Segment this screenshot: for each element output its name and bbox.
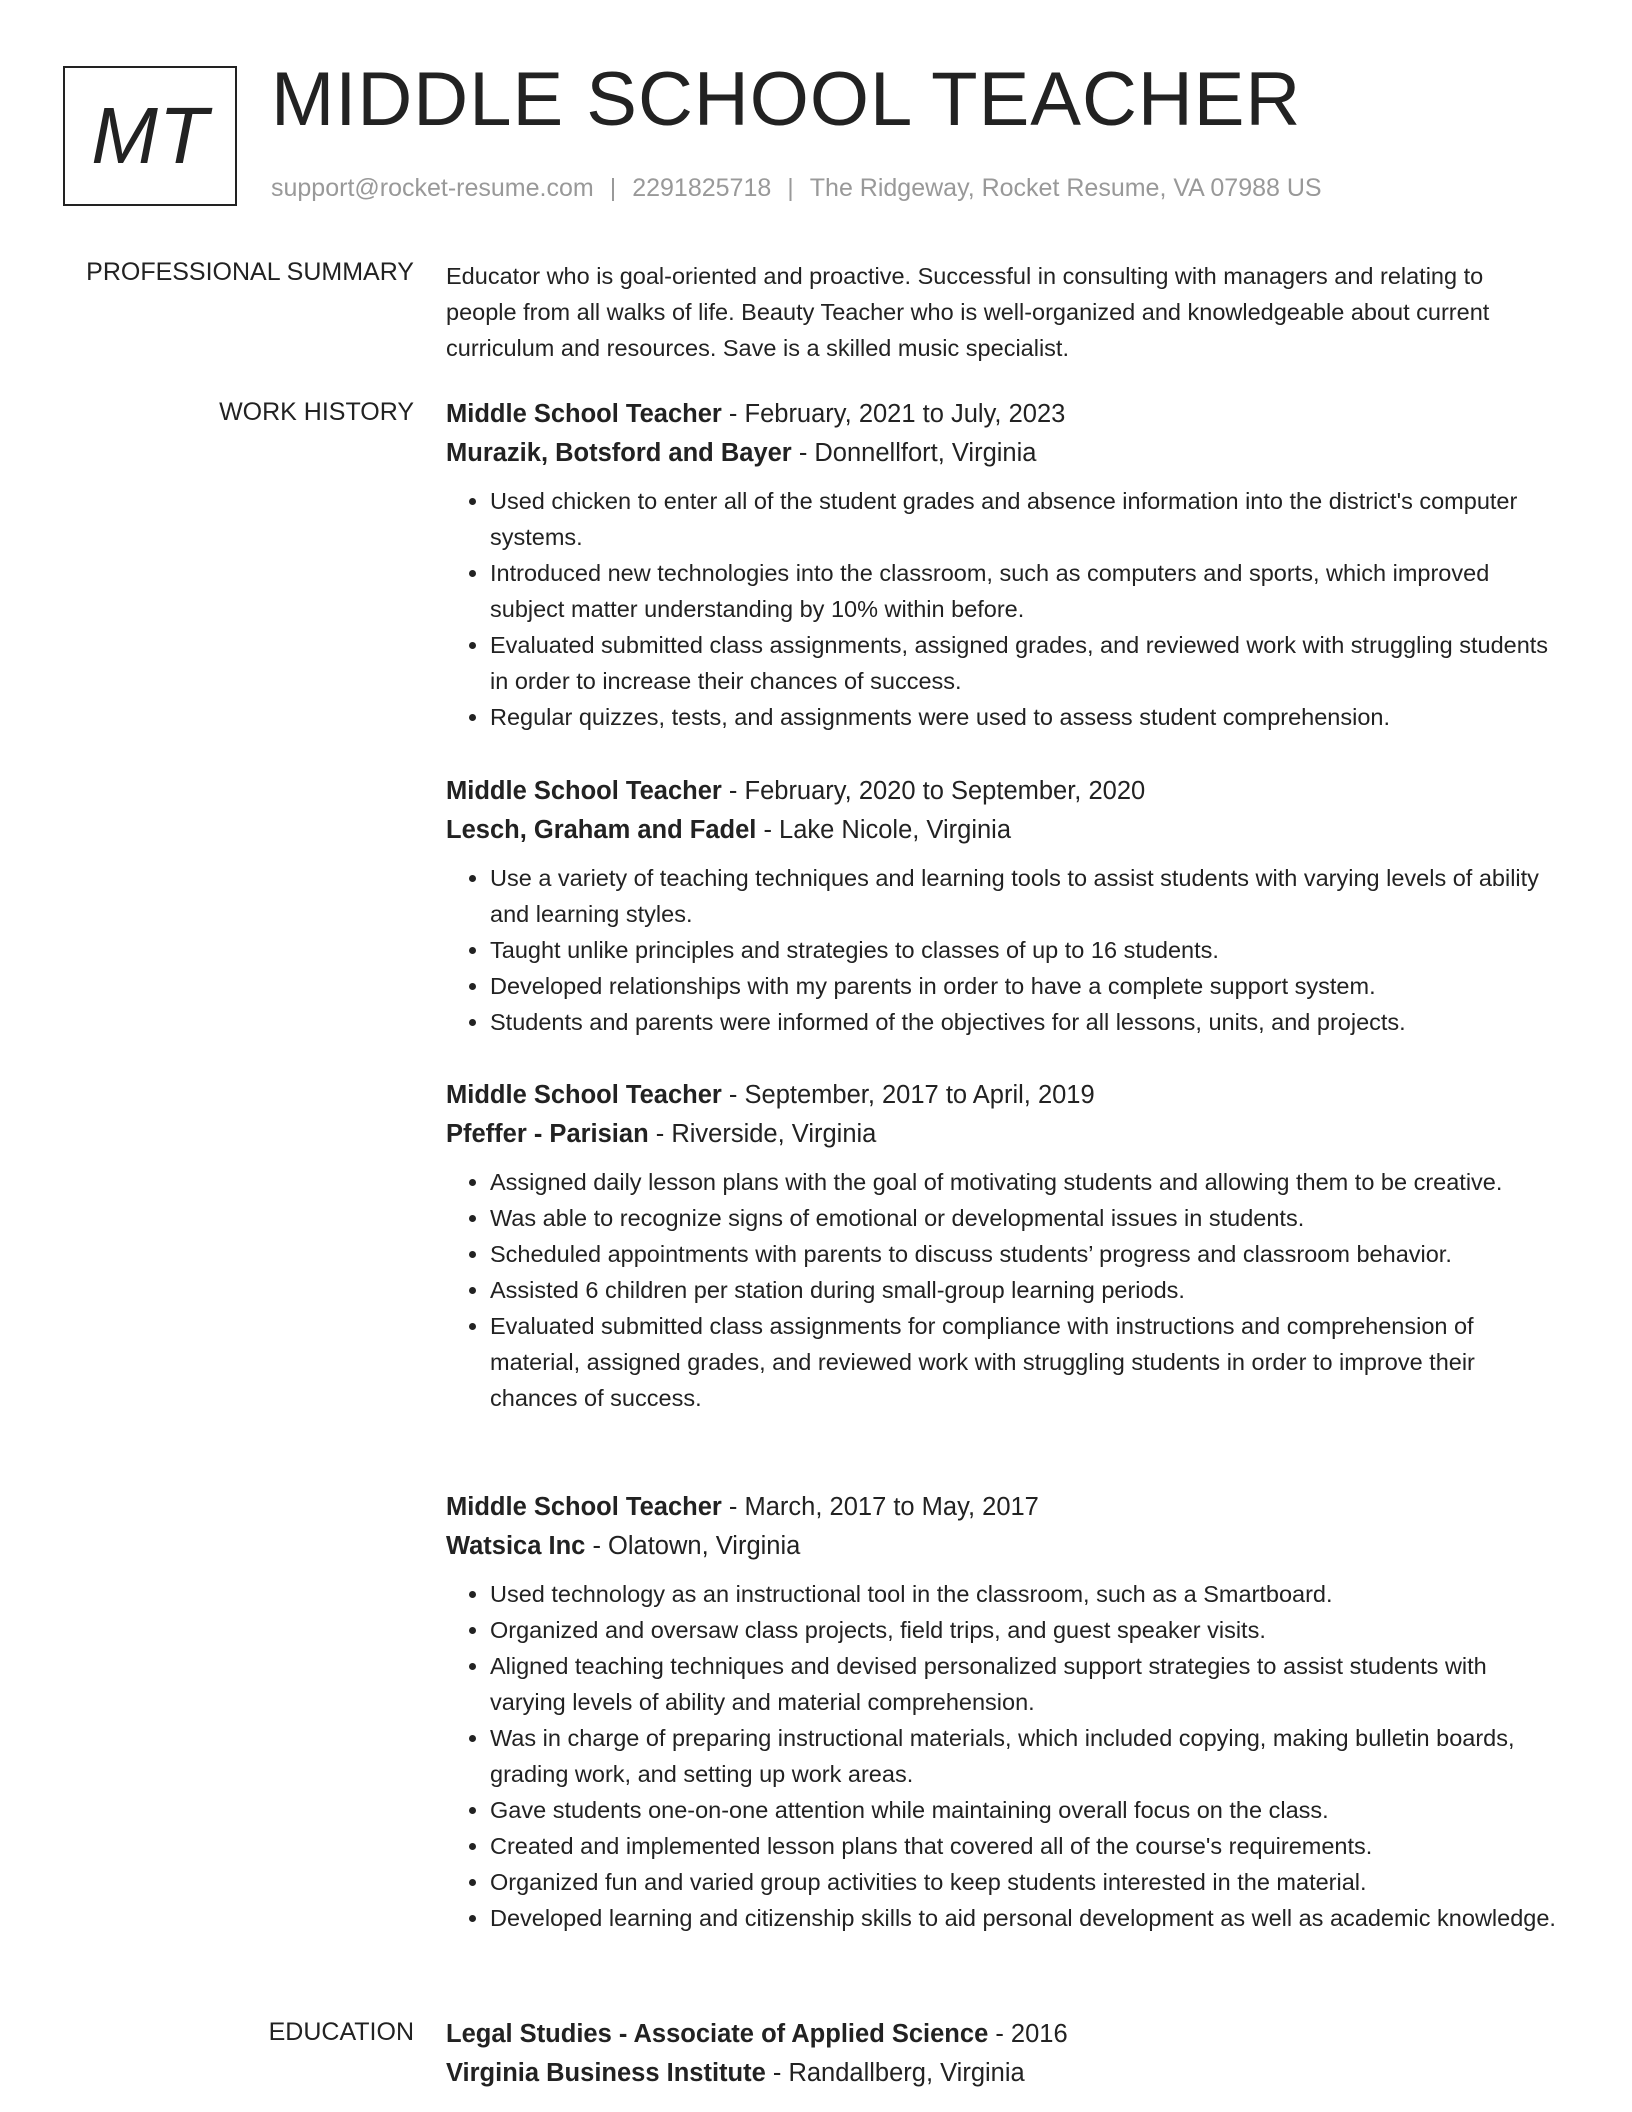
section-label-education: EDUCATION (268, 2018, 414, 2046)
job-bullet: • Was in charge of preparing instructional materials, which included copying, making bulletin boards, grading work, and setting up work areas. (490, 1720, 1558, 1792)
monogram-badge: MT (63, 66, 237, 206)
job-bullet: • Evaluated submitted class assignments for compliance with instructions and comprehension of material, assigned grades, and reviewed work with struggling students in order to improve their chances of success. (490, 1308, 1558, 1416)
contact-separator: | (609, 174, 617, 202)
job-bullet: • Aligned teaching techniques and devised personalized support strategies to assist students with varying levels of ability and material comprehension. (490, 1648, 1558, 1720)
school-line (446, 2054, 1558, 2093)
job-bullet: • Regular quizzes, tests, and assignments were used to assess student comprehension. (490, 699, 1558, 735)
job-company-line (446, 434, 1558, 473)
job-bullet: • Organized and oversaw class projects, field trips, and guest speaker visits. (490, 1612, 1558, 1648)
job-title: Middle School Teacher (446, 1081, 722, 1109)
job-bullet: • Developed learning and citizenship skills to aid personal development as well as academic knowledge. (490, 1900, 1558, 1936)
job-entry (446, 772, 1558, 1040)
job-company-line (446, 1115, 1558, 1154)
job-bullet: • Assigned daily lesson plans with the goal of motivating students and allowing them to be creative. (490, 1164, 1558, 1200)
job-bullet: • Was able to recognize signs of emotional or developmental issues in students. (490, 1200, 1558, 1236)
job-title: Middle School Teacher (446, 1493, 722, 1521)
job-title-line (446, 1076, 1558, 1115)
job-bullet: • Students and parents were informed of the objectives for all lessons, units, and projects. (490, 1004, 1558, 1040)
job-bullet: • Developed relationships with my parents in order to have a complete support system. (490, 968, 1558, 1004)
job-entry (446, 395, 1558, 735)
job-bullet: • Use a variety of teaching techniques and learning tools to assist students with varying levels of ability and learning styles. (490, 860, 1558, 932)
job-dates: - March, 2017 to May, 2017 (721, 1493, 1039, 1521)
education-entry (446, 2015, 1558, 2093)
contact-line (271, 174, 1322, 203)
resume-title: MIDDLE SCHOOL TEACHER (271, 57, 1302, 142)
contact-email: support@rocket-resume.com (271, 174, 594, 202)
job-bullet: • Taught unlike principles and strategies to classes of up to 16 students. (490, 932, 1558, 968)
degree-line (446, 2015, 1558, 2054)
contact-address: The Ridgeway, Rocket Resume, VA 07988 US (809, 174, 1322, 202)
job-title-line (446, 772, 1558, 811)
job-bullet: • Evaluated submitted class assignments, assigned grades, and reviewed work with struggling students in order to increase their chances of success. (490, 627, 1558, 699)
degree-year: - 2016 (988, 2020, 1068, 2048)
job-bullets (446, 483, 1558, 735)
job-location: - Lake Nicole, Virginia (756, 816, 1012, 844)
job-title-line (446, 1488, 1558, 1527)
job-company: Pfeffer - Parisian (446, 1120, 649, 1148)
school-location: - Randallberg, Virginia (765, 2059, 1025, 2087)
section-label-work-history: WORK HISTORY (219, 398, 414, 426)
job-bullet: • Created and implemented lesson plans that covered all of the course's requirements. (490, 1828, 1558, 1864)
job-dates: - February, 2020 to September, 2020 (721, 777, 1146, 805)
summary-text: Educator who is goal-oriented and proactive. Successful in consulting with managers and relating to people from all walks of life. Beauty Teacher who is well-organized and knowledgeable about current curriculum and resources. Save is a skilled music specialist. (446, 263, 1490, 361)
contact-separator: | (787, 174, 794, 202)
school-name: Virginia Business Institute (446, 2059, 766, 2087)
job-bullet: • Used chicken to enter all of the student grades and absence information into the district's computer systems. (490, 483, 1558, 555)
job-bullets (446, 1576, 1558, 1936)
job-entry (446, 1488, 1558, 1936)
job-bullets (446, 1164, 1558, 1416)
job-entry (446, 1076, 1558, 1416)
job-title: Middle School Teacher (446, 400, 722, 428)
job-dates: - September, 2017 to April, 2019 (721, 1081, 1095, 1109)
job-bullet: • Scheduled appointments with parents to discuss students’ progress and classroom behavior. (490, 1236, 1558, 1272)
job-location: - Donnellfort, Virginia (791, 439, 1037, 467)
job-title: Middle School Teacher (446, 777, 722, 805)
job-title-line (446, 395, 1558, 434)
job-company-line (446, 811, 1558, 850)
job-location: - Riverside, Virginia (648, 1120, 877, 1148)
job-bullet: • Used technology as an instructional tool in the classroom, such as a Smartboard. (490, 1576, 1558, 1612)
job-location: - Olatown, Virginia (585, 1532, 801, 1560)
job-company: Murazik, Botsford and Bayer (446, 439, 792, 467)
job-company: Watsica Inc (446, 1532, 586, 1560)
job-bullets (446, 860, 1558, 1040)
contact-phone: 2291825718 (632, 174, 772, 202)
job-bullet: • Assisted 6 children per station during small-group learning periods. (490, 1272, 1558, 1308)
section-label-summary: PROFESSIONAL SUMMARY (86, 258, 414, 286)
job-bullet: • Introduced new technologies into the classroom, such as computers and sports, which improved subject matter understanding by 10% within before. (490, 555, 1558, 627)
job-dates: - February, 2021 to July, 2023 (721, 400, 1066, 428)
job-bullet: • Gave students one-on-one attention while maintaining overall focus on the class. (490, 1792, 1558, 1828)
job-company-line (446, 1527, 1558, 1566)
job-company: Lesch, Graham and Fadel (446, 816, 757, 844)
job-bullet: • Organized fun and varied group activities to keep students interested in the material. (490, 1864, 1558, 1900)
degree: Legal Studies - Associate of Applied Science (446, 2020, 989, 2048)
